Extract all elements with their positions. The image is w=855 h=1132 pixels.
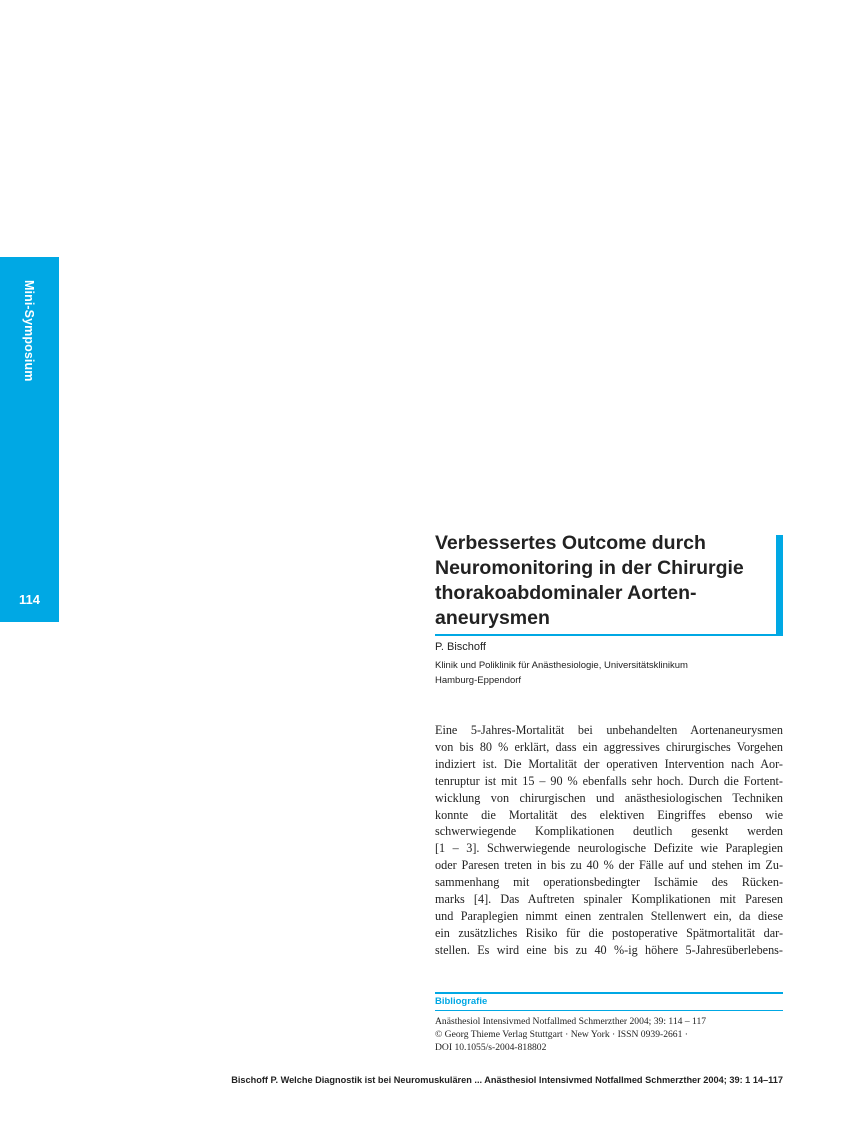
- article-title: [435, 531, 770, 631]
- body-line: konnte die Mortalität des elektiven Eingriffes ebenso wie: [435, 807, 783, 822]
- section-label: Mini-Symposium: [22, 280, 36, 382]
- bibliography-line: © Georg Thieme Verlag Stuttgart · New York · ISSN 0939-2661 ·: [435, 1029, 688, 1040]
- body-line: marks [4]. Das Auftreten spinaler Komplikationen mit Paresen: [435, 892, 783, 907]
- body-line: oder Paresen treten in bis zu 40 % der Fälle auf und stehen im Zu-: [435, 858, 783, 873]
- bibliography-heading: Bibliografie: [435, 992, 783, 1011]
- body-line: Eine 5-Jahres-Mortalität bei unbehandelten Aortenaneurysmen: [435, 723, 783, 737]
- title-line: Verbessertes Outcome durch: [435, 532, 706, 554]
- body-line: ein zusätzliches Risiko für die postoperative Spätmortalität dar-: [435, 925, 783, 940]
- bibliography-info: [435, 1015, 783, 1054]
- bibliography-line: DOI 10.1055/s-2004-818802: [435, 1042, 547, 1053]
- body-line: schwerwiegende Komplikationen deutlich gesenkt werden: [435, 824, 783, 839]
- title-block: [435, 531, 783, 636]
- affiliation-line: Klinik und Poliklinik für Anästhesiologie, Universitätsklinikum: [435, 660, 688, 671]
- article-body: [435, 722, 783, 959]
- title-line: thorakoabdominaler Aorten-: [435, 582, 697, 604]
- body-line: [1 – 3]. Schwerwiegende neurologische Defizite wie Paraplegien: [435, 841, 783, 856]
- body-line: stellen. Es wird eine bis zu 40 %-ig höhere 5-Jahresüberlebens-: [435, 942, 783, 957]
- body-line: von bis 80 % erklärt, dass ein aggressives chirurgisches Vorgehen: [435, 739, 783, 754]
- title-line: Neuromonitoring in der Chirurgie: [435, 557, 744, 579]
- affiliation-line: Hamburg-Eppendorf: [435, 675, 522, 686]
- affiliation: [435, 658, 783, 688]
- page-number: 114: [19, 592, 40, 607]
- title-line: aneurysmen: [435, 607, 550, 629]
- page-footer: Bischoff P. Welche Diagnostik ist bei Neuromuskulären ... Anästhesiol Intensivmed Notfallmed Schmerzther 2004; 39: 1 14–117: [231, 1075, 783, 1085]
- bibliography-line: Anästhesiol Intensivmed Notfallmed Schmerzther 2004; 39: 114 – 117: [435, 1016, 707, 1027]
- body-line: wicklung von chirurgischen und anästhesiologischen Techniken: [435, 790, 783, 805]
- author-name: P. Bischoff: [435, 641, 486, 653]
- body-line: indiziert ist. Die Mortalität der operativen Intervention nach Aor-: [435, 756, 783, 771]
- title-accent-bar: [776, 535, 783, 635]
- body-line: tenruptur ist mit 15 – 90 % ebenfalls sehr hoch. Durch die Fortent-: [435, 773, 783, 788]
- body-line: und Paraplegien nimmt einen zentralen Stellenwert ein, da diese: [435, 908, 783, 923]
- body-line: sammenhang mit operationsbedingter Ischämie des Rücken-: [435, 875, 783, 890]
